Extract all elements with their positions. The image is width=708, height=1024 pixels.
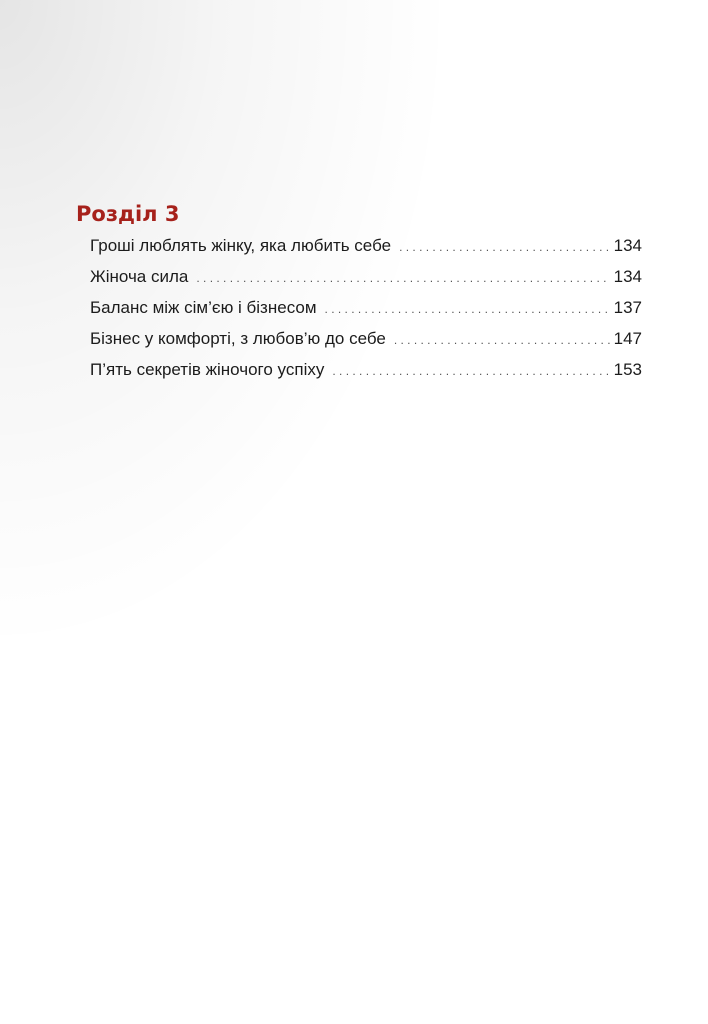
dot-leader xyxy=(196,263,609,294)
toc-entry-page-number: 137 xyxy=(613,298,642,317)
toc-list xyxy=(76,230,642,385)
table-of-contents-section xyxy=(76,200,642,385)
toc-entry-title: Жіноча сила xyxy=(90,267,189,286)
toc-entry-title: Гроші люблять жінку, яка любить себе xyxy=(90,236,392,255)
dot-leader xyxy=(399,232,610,263)
toc-entry-page-number: 147 xyxy=(613,329,642,348)
toc-entry-title: Баланс між сім’єю і бізнесом xyxy=(90,298,317,317)
section-heading: Розділ 3 xyxy=(76,202,180,226)
toc-entry[interactable] xyxy=(90,261,642,292)
toc-entry-page-number: 134 xyxy=(613,236,642,255)
toc-entry[interactable] xyxy=(90,292,642,323)
toc-entry[interactable] xyxy=(90,230,642,261)
toc-entry-page-number: 134 xyxy=(613,267,642,286)
dot-leader xyxy=(325,294,610,325)
toc-entry[interactable] xyxy=(90,323,642,354)
toc-entry-title: П’ять секретів жіночого успіху xyxy=(90,360,325,379)
toc-entry-page-number: 153 xyxy=(613,360,642,379)
toc-entry-title: Бізнес у комфорті, з любов’ю до себе xyxy=(90,329,386,348)
dot-leader xyxy=(332,356,609,387)
dot-leader xyxy=(394,325,610,356)
toc-entry[interactable] xyxy=(90,354,642,385)
